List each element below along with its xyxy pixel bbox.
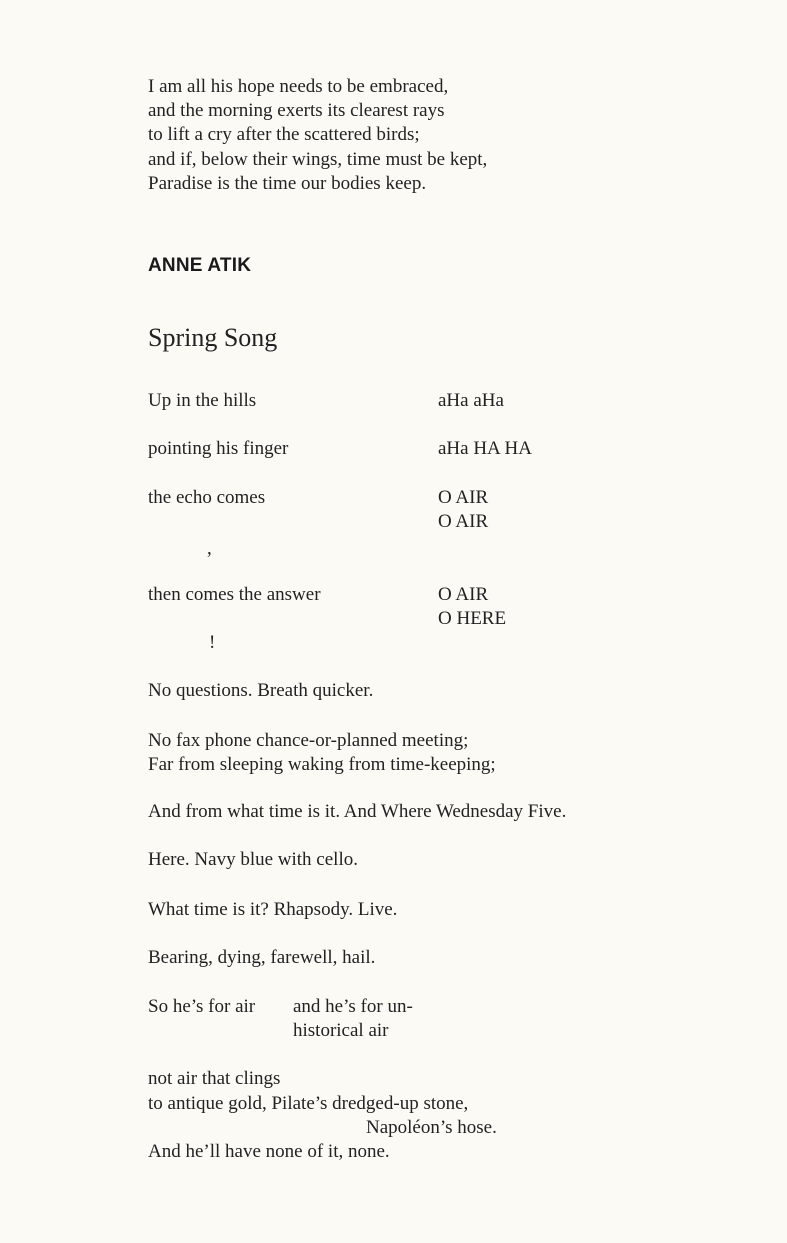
poem-line: What time is it? Rhapsody. Live. (148, 899, 398, 920)
poem-line: No fax phone chance-or-planned meeting; (148, 730, 469, 751)
response-line: O AIR (438, 487, 489, 508)
poem-line: And from what time is it. And Where Wednesday Five. (148, 801, 567, 822)
poem-line: Napoléon’s hose. (366, 1117, 497, 1138)
poem-line: Here. Navy blue with cello. (148, 849, 358, 870)
response-line: O AIR (438, 584, 489, 605)
punctuation-mark: ! (209, 632, 216, 653)
call-line: the echo comes (148, 487, 266, 508)
poem-line: I am all his hope needs to be embraced, (148, 76, 449, 97)
response-line: O AIR (438, 511, 489, 532)
poem-title: Spring Song (148, 323, 278, 352)
author-name: ANNE ATIK (148, 255, 252, 276)
poem-line: and if, below their wings, time must be kept, (148, 149, 488, 170)
poem-line: to lift a cry after the scattered birds; (148, 124, 420, 145)
call-line: then comes the answer (148, 584, 321, 605)
poem-line: to antique gold, Pilate’s dredged-up stone, (148, 1093, 469, 1114)
poem-line: So he’s for air (148, 996, 256, 1017)
poem-line: historical air (293, 1020, 389, 1041)
poem-line: and the morning exerts its clearest rays (148, 100, 445, 121)
call-line: Up in the hills (148, 390, 257, 411)
punctuation-mark: , (207, 538, 212, 559)
response-line: O HERE (438, 608, 507, 629)
poem-line: and he’s for un- (293, 996, 413, 1017)
poem-line: And he’ll have none of it, none. (148, 1141, 390, 1162)
poem-line: No questions. Breath quicker. (148, 680, 374, 701)
poem-line: not air that clings (148, 1068, 281, 1089)
poem-line: Bearing, dying, farewell, hail. (148, 947, 376, 968)
response-line: aHa aHa (438, 390, 504, 411)
poem-line: Far from sleeping waking from time-keeping; (148, 754, 496, 775)
call-line: pointing his finger (148, 438, 289, 459)
poem-line: Paradise is the time our bodies keep. (148, 173, 427, 194)
response-line: aHa HA HA (438, 438, 532, 459)
